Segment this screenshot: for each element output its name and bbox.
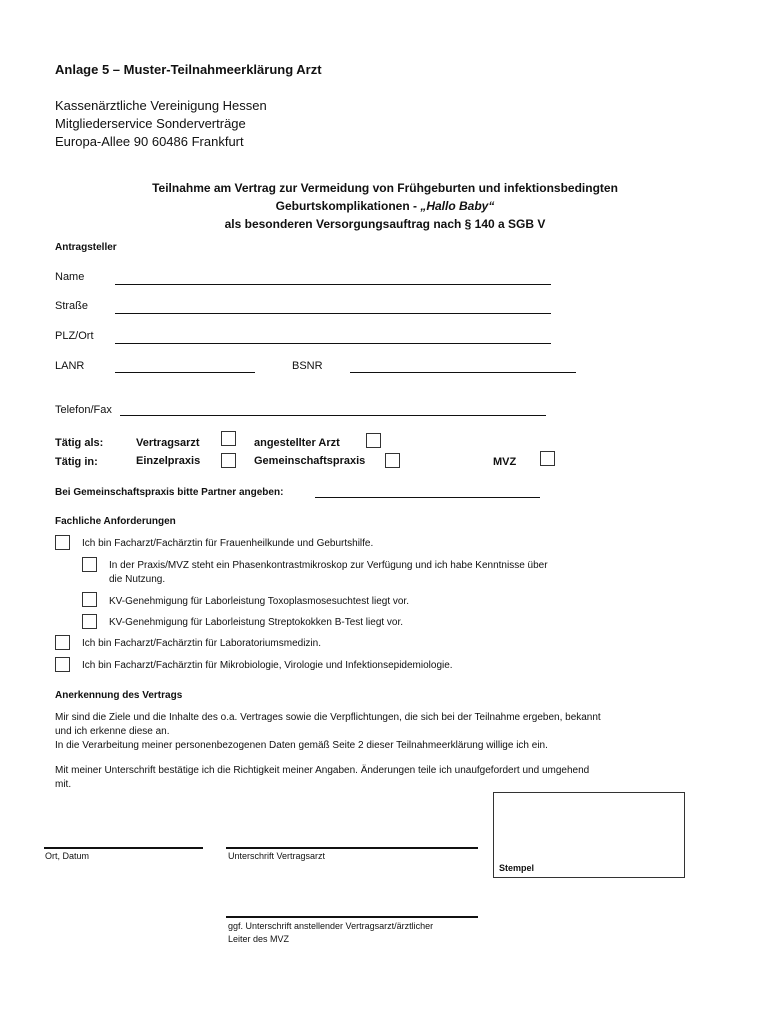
place-date-line[interactable]: [44, 847, 203, 849]
city-label: PLZ/Ort: [55, 330, 94, 342]
acknowledgement-p1-line-2: und ich erkenne diese an.: [55, 726, 170, 737]
mikrobiologie-checkbox[interactable]: [55, 657, 70, 672]
street-label: Straße: [55, 300, 89, 312]
streptokokken-checkbox[interactable]: [82, 614, 97, 629]
lanr-field[interactable]: [115, 372, 255, 373]
streptokokken-text: KV-Genehmigung für Laborleistung Streptokokken B-Test liegt vor.: [109, 617, 404, 628]
acknowledgement-p3-line-2: mit.: [55, 779, 72, 790]
toxoplasmose-checkbox[interactable]: [82, 592, 97, 607]
vertragsarzt-checkbox[interactable]: [221, 431, 236, 446]
name-label: Name: [55, 271, 85, 283]
address-block: [55, 97, 267, 151]
phone-label: Telefon/Fax: [55, 404, 112, 416]
phone-field[interactable]: [120, 415, 546, 416]
employer-signature-line[interactable]: [226, 916, 478, 918]
requirements-heading: Fachliche Anforderungen: [55, 516, 176, 527]
contract-title-line-1: Teilnahme am Vertrag zur Vermeidung von Frühgeburten und infektionsbedingten: [152, 181, 618, 195]
contract-title-line-3: als besonderen Versorgungsauftrag nach § 140 a SGB V: [224, 217, 546, 231]
mikroskop-checkbox[interactable]: [82, 557, 97, 572]
laboratoriumsmedizin-text: Ich bin Facharzt/Fachärztin für Laboratoriumsmedizin.: [82, 638, 321, 649]
mikroskop-text-line-1: In der Praxis/MVZ steht ein Phasenkontrastmikroskop zur Verfügung und ich habe Kenntnisse über: [109, 560, 548, 571]
toxoplasmose-text: KV-Genehmigung für Laborleistung Toxoplasmosesuchtest liegt vor.: [109, 596, 409, 607]
contract-name: „Hallo Baby“: [420, 199, 495, 213]
mvz-checkbox[interactable]: [540, 451, 555, 466]
frauenheilkunde-text: Ich bin Facharzt/Fachärztin für Frauenheilkunde und Geburtshilfe.: [82, 538, 374, 549]
partner-field[interactable]: [315, 497, 540, 498]
signature-line[interactable]: [226, 847, 478, 849]
page-title: Anlage 5 – Muster-Teilnahmeerklärung Arzt: [55, 62, 322, 77]
signature-label: Unterschrift Vertragsarzt: [228, 851, 326, 861]
acknowledgement-p1-line-1: Mir sind die Ziele und die Inhalte des o.a. Vertrages sowie die Verpflichtungen, die sich bei der Teilnahme ergeben, bekannt: [55, 712, 601, 723]
einzelpraxis-label: Einzelpraxis: [136, 455, 201, 467]
acknowledgement-p2: In die Verarbeitung meiner personenbezogenen Daten gemäß Seite 2 dieser Teilnahmeerklärung willige ich ein.: [55, 740, 548, 751]
einzelpraxis-checkbox[interactable]: [221, 453, 236, 468]
angestellter-checkbox[interactable]: [366, 433, 381, 448]
acknowledgement-heading: Anerkennung des Vertrags: [55, 690, 183, 701]
mikrobiologie-text: Ich bin Facharzt/Fachärztin für Mikrobiologie, Virologie und Infektionsepidemiologie.: [82, 660, 453, 671]
bsnr-field[interactable]: [350, 372, 576, 373]
activity-in-label: Tätig in:: [55, 456, 98, 468]
gemeinschaftspraxis-label: Gemeinschaftspraxis: [254, 455, 366, 467]
city-field[interactable]: [115, 343, 551, 344]
lanr-label: LANR: [55, 360, 85, 372]
frauenheilkunde-checkbox[interactable]: [55, 535, 70, 550]
applicant-heading: Antragsteller: [55, 242, 117, 253]
contract-title-line-2: [0, 199, 770, 213]
contract-title-prefix: Geburtskomplikationen -: [275, 199, 421, 213]
bsnr-label: BSNR: [292, 360, 323, 372]
mikroskop-text-line-2: die Nutzung.: [109, 574, 166, 585]
activity-as-label: Tätig als:: [55, 437, 104, 449]
place-date-label: Ort, Datum: [45, 851, 90, 861]
mvz-label: MVZ: [493, 456, 517, 468]
address-line-3: Europa-Allee 90 60486 Frankfurt: [55, 134, 244, 149]
gemeinschaftspraxis-checkbox[interactable]: [385, 453, 400, 468]
address-line-1: Kassenärztliche Vereinigung Hessen: [55, 98, 267, 113]
vertragsarzt-label: Vertragsarzt: [136, 437, 200, 449]
angestellter-label: angestellter Arzt: [254, 437, 340, 449]
name-field[interactable]: [115, 284, 551, 285]
acknowledgement-p3-line-1: Mit meiner Unterschrift bestätige ich die Richtigkeit meiner Angaben. Änderungen teile ich unaufgefordert und umgehend: [55, 765, 590, 776]
stamp-label: Stempel: [499, 863, 535, 873]
street-field[interactable]: [115, 313, 551, 314]
address-line-2: Mitgliederservice Sonderverträge: [55, 116, 246, 131]
employer-signature-label-line-1: ggf. Unterschrift anstellender Vertragsarzt/ärztlicher: [228, 921, 434, 931]
partner-label: Bei Gemeinschaftspraxis bitte Partner angeben:: [55, 487, 284, 498]
laboratoriumsmedizin-checkbox[interactable]: [55, 635, 70, 650]
employer-signature-label-line-2: Leiter des MVZ: [228, 934, 290, 944]
